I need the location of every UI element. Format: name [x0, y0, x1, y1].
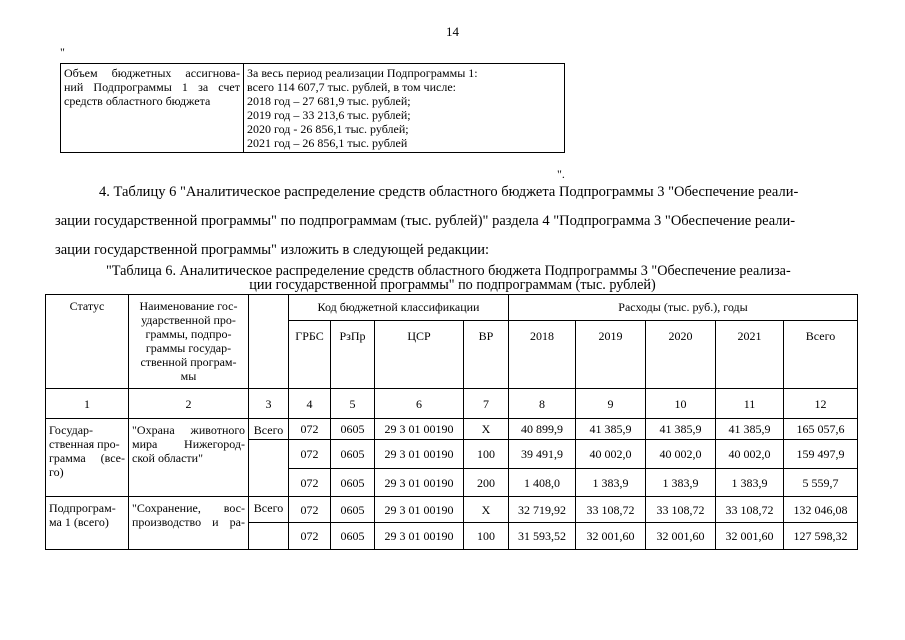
col-number: 5: [331, 389, 375, 419]
grbs-cell: 072: [289, 497, 331, 523]
status-line: Подпрограм-: [49, 501, 116, 515]
grbs-cell: 072: [289, 523, 331, 550]
vr-cell: 200: [464, 469, 509, 497]
value-total: 159 497,9: [784, 440, 858, 469]
value-2020: 41 385,9: [646, 419, 716, 440]
col-number: 6: [375, 389, 464, 419]
opening-quote: ": [60, 45, 65, 59]
closing-quote: ".: [557, 167, 565, 181]
passport-value-cell: [244, 64, 565, 153]
value-2021: 1 383,9: [716, 469, 784, 497]
page-number: 14: [446, 24, 459, 39]
value-2019: 32 001,60: [576, 523, 646, 550]
col-number: 11: [716, 389, 784, 419]
csr-cell: 29 3 01 00190: [375, 469, 464, 497]
status-line: грамма (все-: [49, 451, 125, 465]
value-2018: 39 491,9: [509, 440, 576, 469]
table-row: [46, 419, 858, 440]
passport-label-line: ний Подпрограммы 1 за счет: [64, 80, 240, 94]
value-2018: 1 408,0: [509, 469, 576, 497]
passport-value-line: всего 114 607,7 тыс. рублей, в том числе:: [247, 80, 456, 94]
header-name-line: граммы, подпро-: [145, 327, 232, 341]
passport-value-line: 2018 год – 27 681,9 тыс. рублей;: [247, 94, 411, 108]
col-number: 4: [289, 389, 331, 419]
header-kbk-group: Код бюджетной классификации: [289, 295, 509, 321]
status-line: ственная про-: [49, 437, 120, 451]
value-2018: 31 593,52: [509, 523, 576, 550]
rzpr-cell: 0605: [331, 419, 375, 440]
vr-cell: Х: [464, 419, 509, 440]
program-name-cell: [129, 497, 249, 550]
value-total: 127 598,32: [784, 523, 858, 550]
col3-cell: [249, 440, 289, 497]
col-number: 10: [646, 389, 716, 419]
passport-value-line: За весь период реализации Подпрограммы 1:: [247, 66, 478, 80]
passport-value-line: 2021 год – 26 856,1 тыс. рублей: [247, 136, 408, 150]
csr-cell: 29 3 01 00190: [375, 419, 464, 440]
value-2020: 33 108,72: [646, 497, 716, 523]
csr-cell: 29 3 01 00190: [375, 523, 464, 550]
csr-cell: 29 3 01 00190: [375, 440, 464, 469]
header-name-line: Наименование гос-: [139, 299, 238, 313]
status-line: го): [49, 465, 64, 479]
value-2019: 41 385,9: [576, 419, 646, 440]
value-2019: 33 108,72: [576, 497, 646, 523]
header-expenses-group: Расходы (тыс. руб.), годы: [509, 295, 858, 321]
value-total: 132 046,08: [784, 497, 858, 523]
col-number: 7: [464, 389, 509, 419]
table-row: [46, 497, 858, 523]
header-name: [129, 295, 249, 389]
vr-cell: 100: [464, 523, 509, 550]
header-name-line: граммы государ-: [145, 341, 232, 355]
program-name-line: производство и ра-: [132, 515, 245, 529]
col3-cell: Всего: [249, 419, 289, 440]
rzpr-cell: 0605: [331, 523, 375, 550]
value-2020: 1 383,9: [646, 469, 716, 497]
col-number: 3: [249, 389, 289, 419]
header-vr: ВР: [464, 321, 509, 389]
passport-value-line: 2020 год - 26 856,1 тыс. рублей;: [247, 122, 409, 136]
grbs-cell: 072: [289, 440, 331, 469]
table-caption-line: ции государственной программы" по подпрограммам (тыс. рублей): [249, 277, 656, 293]
col3-cell: [249, 523, 289, 550]
grbs-cell: 072: [289, 419, 331, 440]
status-cell: [46, 497, 129, 550]
paragraph-line: 4. Таблицу 6 "Аналитическое распределение средств областного бюджета Подпрограммы 3 "Обеспечение реали-: [99, 184, 799, 200]
paragraph-line: зации государственной программы" изложить в следующей редакции:: [55, 242, 490, 258]
header-name-line: ственной програм-: [140, 355, 237, 369]
rzpr-cell: 0605: [331, 440, 375, 469]
header-2020: 2020: [646, 321, 716, 389]
program-name-line: "Охрана животного: [132, 423, 245, 437]
grbs-cell: 072: [289, 469, 331, 497]
value-total: 5 559,7: [784, 469, 858, 497]
csr-cell: 29 3 01 00190: [375, 497, 464, 523]
value-2021: 41 385,9: [716, 419, 784, 440]
rzpr-cell: 0605: [331, 469, 375, 497]
header-2018: 2018: [509, 321, 576, 389]
value-2018: 32 719,92: [509, 497, 576, 523]
passport-label-line: Объем бюджетных ассигнова-: [64, 66, 240, 80]
header-rzpr: РзПр: [331, 321, 375, 389]
program-name-line: "Сохранение, вос-: [132, 501, 245, 515]
passport-label-line: средств областного бюджета: [64, 94, 211, 108]
passport-value-line: 2019 год – 33 213,6 тыс. рублей;: [247, 108, 411, 122]
vr-cell: Х: [464, 497, 509, 523]
col-number: 1: [46, 389, 129, 419]
program-name-line: ской области": [132, 451, 203, 465]
value-2021: 32 001,60: [716, 523, 784, 550]
amendment-paragraph: [55, 178, 853, 265]
status-line: ма 1 (всего): [49, 515, 109, 529]
passport-table: [60, 63, 565, 153]
col3-cell: Всего: [249, 497, 289, 523]
paragraph-line: зации государственной программы" по подпрограммам (тыс. рублей)" раздела 4 "Подпрограмма 3 "Обеспечение реали-: [55, 213, 796, 229]
header-name-line: ударственной про-: [141, 313, 236, 327]
value-2019: 1 383,9: [576, 469, 646, 497]
header-grbs: ГРБС: [289, 321, 331, 389]
header-2021: 2021: [716, 321, 784, 389]
program-name-cell: [129, 419, 249, 497]
header-2019: 2019: [576, 321, 646, 389]
budget-table: [45, 294, 858, 550]
vr-cell: 100: [464, 440, 509, 469]
value-2018: 40 899,9: [509, 419, 576, 440]
col-number: 12: [784, 389, 858, 419]
header-name-line: мы: [180, 369, 197, 383]
column-number-row: [46, 389, 858, 419]
value-2021: 40 002,0: [716, 440, 784, 469]
header-col3: [249, 295, 289, 389]
header-status: Статус: [46, 295, 129, 389]
table-caption-line: "Таблица 6. Аналитическое распределение средств областного бюджета Подпрограммы 3 "Обеспечение реализа-: [106, 263, 791, 279]
value-2020: 40 002,0: [646, 440, 716, 469]
status-cell: [46, 419, 129, 497]
passport-label-cell: [61, 64, 244, 153]
col-number: 2: [129, 389, 249, 419]
header-csr: ЦСР: [375, 321, 464, 389]
value-total: 165 057,6: [784, 419, 858, 440]
col-number: 8: [509, 389, 576, 419]
value-2021: 33 108,72: [716, 497, 784, 523]
col-number: 9: [576, 389, 646, 419]
rzpr-cell: 0605: [331, 497, 375, 523]
value-2020: 32 001,60: [646, 523, 716, 550]
header-total: Всего: [784, 321, 858, 389]
status-line: Государ-: [49, 423, 94, 437]
program-name-line: мира Нижегород-: [132, 437, 245, 451]
value-2019: 40 002,0: [576, 440, 646, 469]
